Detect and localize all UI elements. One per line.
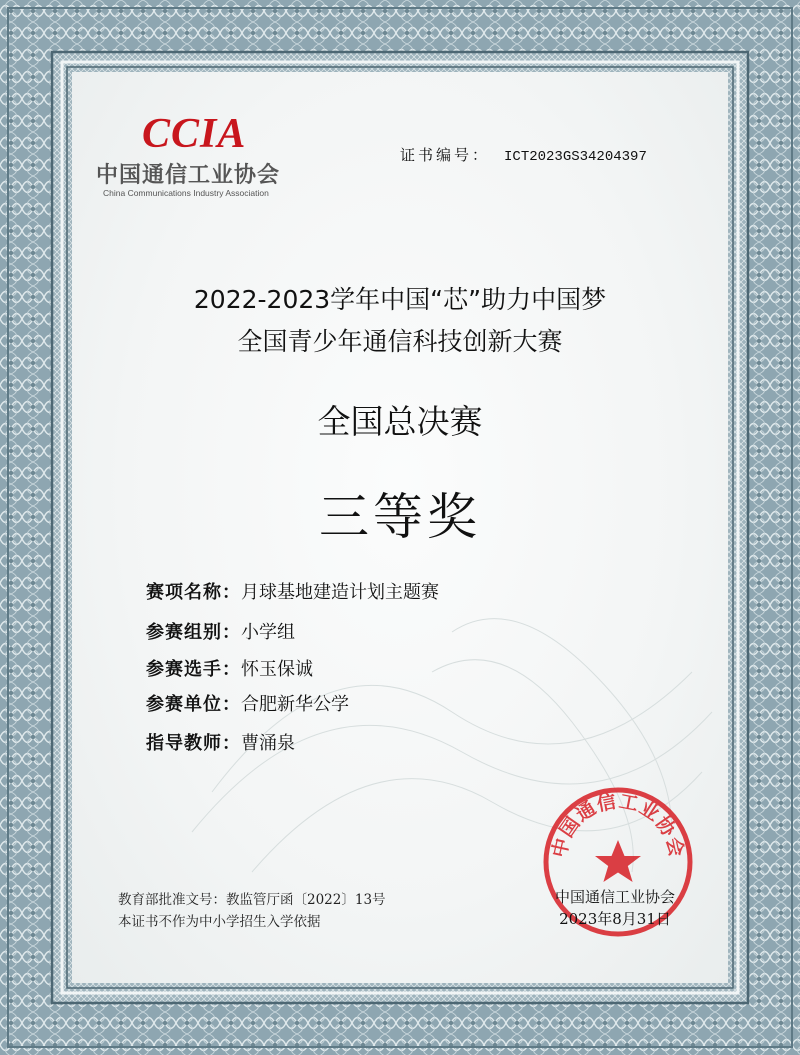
certificate-number-label: 证书编号：	[400, 146, 491, 164]
seal-text: 中国通信工业协会	[548, 790, 688, 860]
issue-date: 2023年8月31日	[559, 910, 671, 928]
field-value: 合肥新华公学	[241, 694, 349, 715]
competition-stage: 全国总决赛	[317, 402, 483, 441]
logo-name-cn: 中国通信工业协会	[96, 163, 281, 188]
logo-mark: CCIA	[142, 111, 247, 157]
competition-title-line-2: 全国青少年通信科技创新大赛	[237, 327, 563, 356]
field-group	[146, 618, 295, 644]
field-value: 小学组	[241, 622, 295, 643]
competition-title-line-1: 2022-2023学年中国“芯”助力中国梦	[193, 285, 607, 314]
field-label: 指导教师：	[146, 733, 241, 754]
field-instructor	[146, 729, 295, 755]
field-contestant	[146, 655, 313, 681]
approval-number-note: 教育部批准文号：教监管厅函〔2022〕13号	[118, 892, 386, 908]
logo-name-en: China Communications Industry Association	[103, 188, 269, 198]
admission-disclaimer-note: 本证书不作为中小学招生入学依据	[118, 914, 321, 930]
field-value: 怀玉保诚	[241, 659, 313, 680]
field-event-name	[146, 578, 439, 604]
certificate-number	[400, 144, 647, 165]
field-label: 参赛选手：	[146, 659, 241, 680]
award-level: 三等奖	[319, 488, 481, 546]
issuer-organization: 中国通信工业协会	[554, 888, 675, 906]
star-icon	[595, 840, 641, 882]
ccia-logo	[96, 110, 296, 210]
field-value: 曹涌泉	[241, 733, 295, 754]
field-label: 赛项名称：	[146, 582, 241, 603]
certificate-number-value: ICT2023GS34204397	[504, 149, 647, 165]
field-organization	[146, 690, 349, 716]
field-value: 月球基地建造计划主题赛	[241, 582, 439, 603]
field-label: 参赛组别：	[146, 622, 241, 643]
field-label: 参赛单位：	[146, 694, 241, 715]
